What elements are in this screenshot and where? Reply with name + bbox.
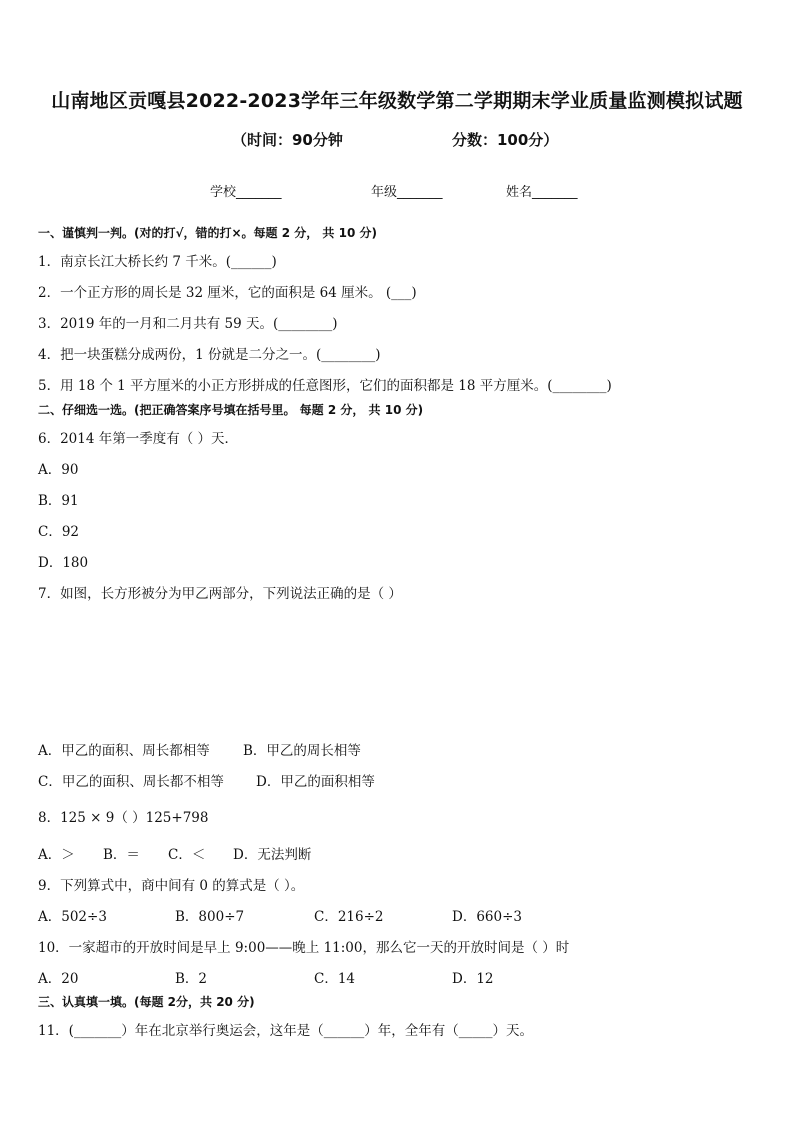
q10-option-b: B．2 — [175, 971, 208, 987]
question-5: 5．用 18 个 1 平方厘米的小正方形拼成的任意图形，它们的面积都是 18 平方厘米。(________) — [38, 378, 612, 394]
question-2: 2．一个正方形的周长是 32 厘米，它的面积是 64 厘米。 (___) — [38, 285, 417, 301]
q8-option-c: C．＜ — [168, 847, 206, 863]
q8-option-a: A．＞ — [38, 847, 75, 863]
q9-option-d: D．660÷3 — [452, 909, 522, 925]
page-title: 山南地区贡嘎县2022-2023学年三年级数学第二学期期末学业质量监测模拟试题 — [51, 90, 743, 112]
section-3-heading: 三、认真填一填。(每题 2分，共 20 分) — [38, 995, 255, 1009]
question-8: 8．125 × 9（ ）125+798 — [38, 810, 209, 826]
question-7: 7．如图，长方形被分为甲乙两部分，下列说法正确的是（ ） — [38, 586, 402, 602]
school-field: 学校_______ — [210, 185, 282, 200]
question-6: 6．2014 年第一季度有（ ）天． — [38, 431, 239, 447]
exam-time: （时间：90分钟 — [232, 131, 343, 149]
q6-option-a: A．90 — [38, 462, 79, 478]
question-11: 11．(_______）年在北京举行奥运会，这年是（______）年，全年有（_____）天。 — [38, 1023, 533, 1039]
question-3: 3．2019 年的一月和二月共有 59 天。(________) — [38, 316, 338, 332]
section-1-heading: 一、谨慎判一判。(对的打√，错的打×。每题 2 分， 共 10 分) — [38, 226, 377, 240]
q7-option-a: A．甲乙的面积、周长都相等 — [38, 743, 210, 759]
section-2-heading: 二、仔细选一选。(把正确答案序号填在括号里。 每题 2 分， 共 10 分) — [38, 403, 424, 417]
q9-option-c: C．216÷2 — [314, 909, 384, 925]
q9-option-a: A．502÷3 — [38, 909, 107, 925]
q10-option-c: C．14 — [314, 971, 356, 987]
question-4: 4．把一块蛋糕分成两份，1 份就是二分之一。(________) — [38, 347, 381, 363]
q8-option-b: B．＝ — [103, 847, 140, 863]
q6-option-b: B．91 — [38, 493, 79, 509]
q9-option-b: B．800÷7 — [175, 909, 245, 925]
q6-option-c: C．92 — [38, 524, 80, 540]
q10-option-a: A．20 — [38, 971, 79, 987]
exam-score: 分数：100分） — [452, 131, 559, 149]
question-10: 10．一家超市的开放时间是早上 9:00——晚上 11:00，那么它一天的开放时间是（ ）时 — [38, 940, 570, 956]
grade-field: 年级_______ — [371, 185, 443, 200]
q10-option-d: D．12 — [452, 971, 494, 987]
name-field: 姓名_______ — [506, 185, 578, 200]
q7-option-d: D．甲乙的面积相等 — [256, 774, 375, 790]
question-1: 1．南京长江大桥长约 7 千米。(______) — [38, 254, 277, 270]
question-9: 9．下列算式中，商中间有 0 的算式是（ ）。 — [38, 878, 305, 894]
q7-option-c: C．甲乙的面积、周长都不相等 — [38, 774, 224, 790]
q8-option-d: D．无法判断 — [233, 847, 312, 863]
q7-option-b: B．甲乙的周长相等 — [243, 743, 361, 759]
q6-option-d: D．180 — [38, 555, 89, 571]
